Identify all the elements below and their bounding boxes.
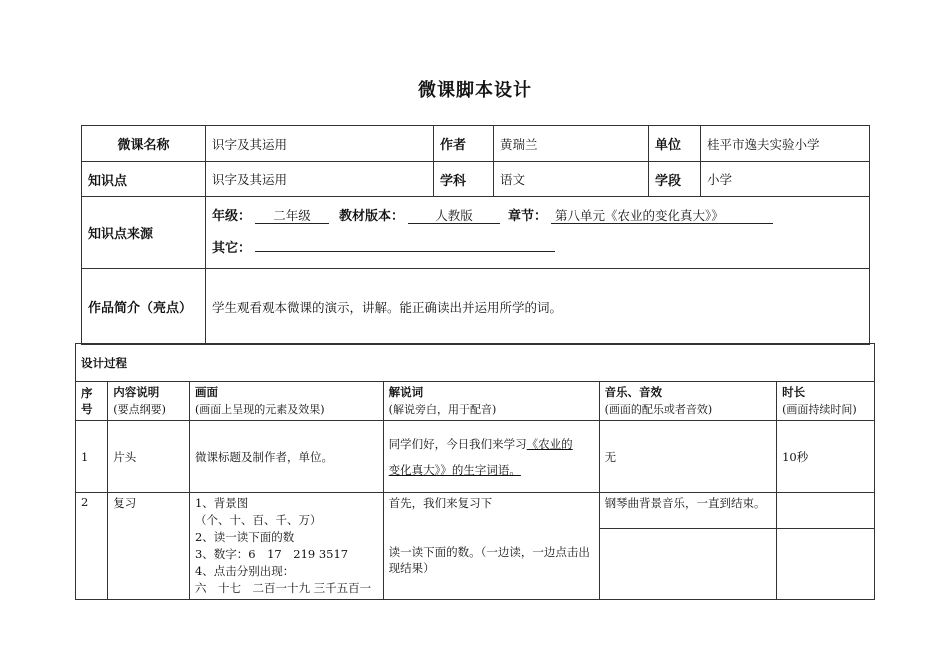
process-title: 设计过程 bbox=[76, 344, 875, 382]
grade-value: 二年级 bbox=[255, 208, 329, 224]
row2-music: 钢琴曲背景音乐，一直到结束。 bbox=[599, 493, 777, 529]
info-table bbox=[81, 125, 870, 345]
intro-label: 作品简介（亮点） bbox=[82, 269, 206, 345]
row2-no: 2 bbox=[76, 493, 108, 600]
row1-duration: 10秒 bbox=[777, 421, 875, 493]
row1-screen: 微课标题及制作者，单位。 bbox=[189, 421, 383, 493]
row2-narration-part1: 首先，我们来复习下 bbox=[388, 496, 493, 510]
row1-narration-part1: 同学们好，今日我们来学习 bbox=[388, 436, 527, 451]
row1-no: 1 bbox=[76, 421, 108, 493]
name-value: 识字及其运用 bbox=[206, 126, 434, 162]
header-screen-title: 画面 bbox=[194, 385, 218, 399]
header-no: 序号 bbox=[76, 382, 108, 421]
chapter-value: 第八单元《农业的变化真大》》 bbox=[551, 208, 773, 224]
row2-content: 复习 bbox=[108, 493, 190, 600]
row2-screen bbox=[189, 493, 383, 600]
kp-label: 知识点 bbox=[82, 162, 206, 197]
row1-narration-part2: 《农业的 bbox=[526, 436, 573, 451]
unit-label: 单位 bbox=[649, 126, 701, 162]
author-value: 黄瑞兰 bbox=[494, 126, 649, 162]
edition-label: 教材版本： bbox=[338, 209, 404, 224]
intro-value: 学生观看观本微课的演示，讲解。能正确读出并运用所学的词。 bbox=[206, 269, 870, 345]
header-content bbox=[108, 382, 190, 421]
other-value-line bbox=[255, 236, 555, 252]
row2-narration-part2: 读一读下面的数。（一边读，一边点击出现结果） bbox=[388, 545, 590, 575]
header-duration-sub: (画面持续时间) bbox=[782, 403, 857, 416]
subject-value: 语文 bbox=[494, 162, 649, 197]
row2-screen-line: 2、读一读下面的数 bbox=[194, 530, 295, 544]
source-cell bbox=[206, 197, 870, 269]
table-row bbox=[76, 493, 875, 529]
header-music bbox=[599, 382, 777, 421]
stage-value: 小学 bbox=[701, 162, 870, 197]
header-narration bbox=[383, 382, 599, 421]
header-music-sub: (画面的配乐或者音效) bbox=[604, 403, 713, 416]
header-narration-sub: (解说旁白，用于配音) bbox=[388, 403, 497, 416]
row2b-music bbox=[599, 529, 777, 600]
header-duration bbox=[777, 382, 875, 421]
row2-screen-line: 3、数字：6 17 219 3517 bbox=[194, 547, 349, 561]
header-duration-title: 时长 bbox=[782, 385, 806, 399]
row2-screen-line: 4、点击分别出现： bbox=[194, 564, 295, 578]
row2-screen-line: 1、背景图 bbox=[194, 496, 249, 510]
subject-label: 学科 bbox=[434, 162, 494, 197]
row1-content: 片头 bbox=[108, 421, 190, 493]
row1-music: 无 bbox=[599, 421, 777, 493]
row2b-duration bbox=[777, 529, 875, 600]
kp-value: 识字及其运用 bbox=[206, 162, 434, 197]
row2-duration bbox=[777, 493, 875, 529]
row1-narration-part3: 变化真大》》的生字词语。 bbox=[388, 462, 521, 477]
row2-screen-line: （个、十、百、千、万） bbox=[194, 513, 322, 527]
row2-narration bbox=[383, 493, 599, 600]
chapter-label: 章节： bbox=[507, 209, 547, 224]
other-label: 其它： bbox=[212, 241, 252, 256]
edition-value: 人教版 bbox=[408, 208, 500, 224]
row2-screen-line: 六 十七 二百一十九 三千五百一 bbox=[194, 581, 372, 595]
name-label: 微课名称 bbox=[82, 126, 206, 162]
table-row bbox=[76, 421, 875, 493]
process-table bbox=[75, 343, 875, 600]
source-label: 知识点来源 bbox=[82, 197, 206, 269]
header-music-title: 音乐、音效 bbox=[604, 385, 663, 399]
page-title: 微课脚本设计 bbox=[418, 80, 532, 101]
grade-label: 年级： bbox=[212, 209, 252, 224]
header-content-sub: (要点纲要) bbox=[113, 403, 166, 416]
stage-label: 学段 bbox=[649, 162, 701, 197]
header-content-title: 内容说明 bbox=[113, 385, 160, 399]
unit-value: 桂平市逸夫实验小学 bbox=[701, 126, 870, 162]
author-label: 作者 bbox=[434, 126, 494, 162]
row1-narration bbox=[383, 421, 599, 493]
header-screen-sub: (画面上呈现的元素及效果) bbox=[194, 403, 325, 416]
header-screen bbox=[189, 382, 383, 421]
header-narration-title: 解说词 bbox=[388, 385, 424, 399]
